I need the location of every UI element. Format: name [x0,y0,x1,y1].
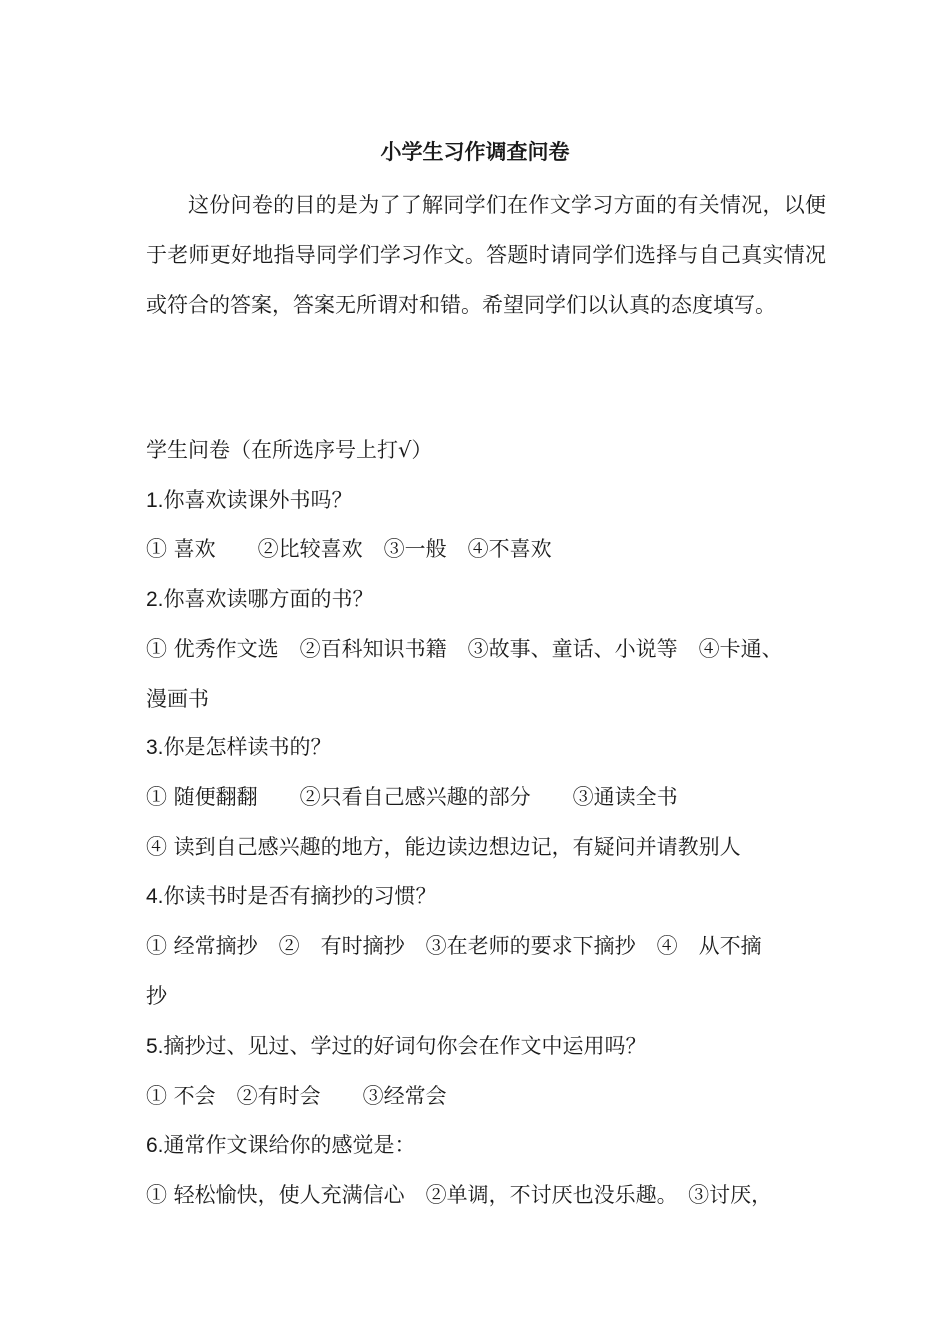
question-6-options: ① 轻松愉快，使人充满信心 ②单调，不讨厌也没乐趣。 ③讨厌， [146,1183,773,1207]
question-2-options-cont: 漫画书 [146,687,209,711]
question-4-options-cont: 抄 [146,984,167,1008]
question-number: 2. [146,588,164,611]
document-title: 小学生习作调查问卷 [380,139,570,164]
question-2-options: ① 优秀作文选 ②百科知识书籍 ③故事、童话、小说等 ④卡通、 [146,637,783,661]
question-1 [146,475,353,526]
question-text: 你喜欢读课外书吗？ [163,488,353,512]
question-number: 4. [146,885,164,908]
question-text: 通常作文课给你的感觉是： [163,1133,416,1157]
question-5 [146,1021,647,1072]
question-number: 6. [146,1134,164,1157]
question-6 [146,1120,416,1171]
question-3-options: ① 随便翻翻 ②只看自己感兴趣的部分 ③通读全书 [146,785,678,809]
question-text: 你读书时是否有摘抄的习惯？ [163,884,437,908]
question-4-options: ① 经常摘抄 ② 有时摘抄 ③在老师的要求下摘抄 ④ 从不摘 [146,934,762,958]
question-3 [146,722,332,773]
question-4 [146,871,437,922]
question-1-options: ① 喜欢 ②比较喜欢 ③一般 ④不喜欢 [146,537,552,561]
intro-paragraph: 这份问卷的目的是为了了解同学们在作文学习方面的有关情况，以便于老师更好地指导同学们学习作文。答题时请同学们选择与自己真实情况或符合的答案，答案无所谓对和错。希望同学们以认真的态度填写。 [146,193,826,317]
question-3-options-cont: ④ 读到自己感兴趣的地方，能边读边想边记，有疑问并请教别人 [146,835,741,859]
question-text: 你是怎样读书的？ [163,735,332,759]
question-text: 摘抄过、见过、学过的好词句你会在作文中运用吗？ [163,1034,647,1058]
question-5-options: ① 不会 ②有时会 ③经常会 [146,1084,447,1108]
section-title: 学生问卷（在所选序号上打√） [146,438,433,462]
question-number: 3. [146,736,164,759]
question-2 [146,574,374,625]
question-number: 1. [146,489,164,512]
question-text: 你喜欢读哪方面的书？ [163,587,374,611]
question-number: 5. [146,1035,164,1058]
